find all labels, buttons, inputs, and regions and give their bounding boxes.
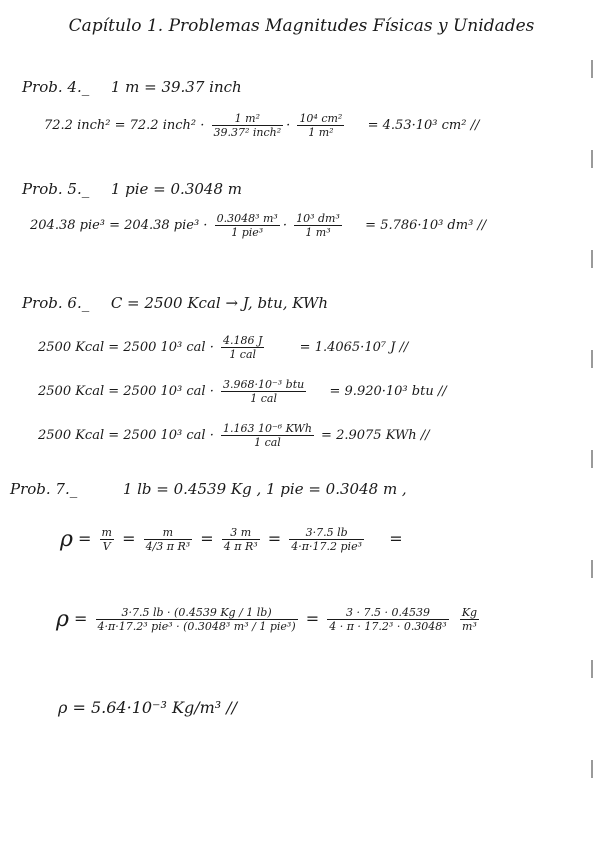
- p7-unit-num: Kg: [461, 606, 478, 619]
- equals-sign: =: [200, 529, 214, 548]
- problem-6-line-2: [38, 378, 447, 405]
- p4-result: = 4.53·10³ cm² //: [367, 118, 480, 133]
- p7-f-den: 4 · π · 17.2³ · 0.3048³: [329, 620, 447, 633]
- p4-f1-den: 39.37² inch²: [213, 126, 282, 139]
- p6-l3-result: = 2.9075 KWh //: [321, 428, 430, 443]
- p6-l2-fraction: [221, 378, 306, 405]
- problem-4-header: [22, 78, 242, 96]
- p4-f2-num: 10⁴ cm²: [299, 112, 343, 125]
- p7-frac-b: [144, 526, 193, 553]
- problem-4-equation: 72.2 inch² = 72.2 inch² · $\frac{\text{1 m²}}{\text{39.37² inch²}}$ · $\frac{\text{10⁴ cm²}}{\text{1 m²}}$ = 4.53·10³ cm² //: [44, 112, 480, 139]
- problem-7-final-result: ρ = 5.64·10⁻³ Kg/m³ //: [58, 698, 238, 717]
- equals-sign: =: [389, 529, 403, 548]
- problem-7-header: [10, 480, 407, 498]
- equals-sign: =: [305, 609, 320, 628]
- problem-6-line-3: [38, 422, 430, 449]
- p7-c-den: 4 π R³: [223, 540, 258, 553]
- p4-fraction-1: [212, 112, 284, 139]
- rho-symbol: ρ: [60, 527, 73, 552]
- p4-f2-den: 1 m²: [308, 126, 334, 139]
- problem-6-label: Prob. 6._: [22, 294, 90, 312]
- p6-l2-den: 1 cal: [250, 392, 277, 405]
- problem-7-label: Prob. 7._: [10, 480, 78, 498]
- p7-b-num: m: [144, 526, 193, 540]
- p5-lhs: 204.38 pie³ = 204.38 pie³ ·: [30, 218, 208, 233]
- page-title: Capítulo 1. Problemas Magnitudes Físicas y Unidades: [68, 16, 535, 36]
- p7-b-den: 4/3 π R³: [145, 540, 191, 553]
- p5-fraction-1: [215, 212, 280, 239]
- p6-l2-num: 3.968·10⁻³ btu: [222, 378, 305, 391]
- problem-6-line-1: [38, 334, 408, 361]
- equals-sign: =: [78, 529, 92, 548]
- p7-unit-fraction: [460, 606, 479, 633]
- problem-7-given: 1 lb = 0.4539 Kg , 1 pie = 0.3048 m ,: [122, 480, 407, 498]
- p6-l1-den: 1 cal: [229, 348, 257, 361]
- p7-d-num: 3·7.5 lb: [289, 526, 364, 540]
- problem-4-label: Prob. 4._: [22, 78, 90, 96]
- p7-e-den: 4·π·17.2³ pie³ · (0.3048³ m³ / 1 pie³): [97, 620, 296, 633]
- p6-l3-fraction: [221, 422, 314, 449]
- problem-5-given: 1 pie = 0.3048 m: [110, 180, 242, 198]
- p7-frac-a: [100, 526, 114, 553]
- p6-l3-num: 1.163 10⁻⁶ KWh: [222, 422, 312, 435]
- p5-f2-num: 10³ dm³: [296, 212, 340, 225]
- problem-6-given: C = 2500 Kcal → J, btu, KWh: [110, 294, 329, 312]
- p7-f-num: 3 · 7.5 · 0.4539: [327, 606, 449, 620]
- p6-l2-result: = 9.920·10³ btu //: [329, 384, 447, 399]
- p6-l1-result: = 1.4065·10⁷ J //: [299, 340, 409, 355]
- equals-sign: =: [122, 529, 136, 548]
- p6-l2-lhs: 2500 Kcal = 2500 10³ cal ·: [38, 384, 214, 399]
- equals-sign: =: [74, 609, 88, 628]
- p7-e-num: 3·7.5 lb · (0.4539 Kg / 1 lb): [96, 606, 298, 620]
- p7-frac-e: [96, 606, 298, 633]
- p5-f1-den: 1 pie³: [231, 226, 264, 239]
- p6-l1-fraction: [221, 334, 264, 361]
- p7-c-num: 3 m: [222, 526, 260, 540]
- p5-fraction-2: [294, 212, 342, 239]
- p7-frac-f: [327, 606, 449, 633]
- problem-5-equation: 204.38 pie³ = 204.38 pie³ · $\frac{\text{0.3048³ m³}}{\text{1 pie³}}$ · $\frac{\text{10³ dm³}}{\text{1 m³}}$ = 5.786·10³ dm³ //: [30, 212, 487, 239]
- problem-6-header: [22, 294, 328, 312]
- problem-7-density-equation: [60, 526, 403, 553]
- problem-5-label: Prob. 5._: [22, 180, 90, 198]
- p4-f1-num: 1 m²: [212, 112, 284, 126]
- p6-l3-den: 1 cal: [254, 436, 281, 449]
- p4-fraction-2: [297, 112, 344, 139]
- p7-d-den: 4·π·17.2 pie³: [291, 540, 362, 553]
- page-edge-marks: [591, 0, 595, 848]
- problem-5-header: [22, 180, 242, 198]
- p6-l1-lhs: 2500 Kcal = 2500 10³ cal ·: [38, 340, 214, 355]
- p5-result: = 5.786·10³ dm³ //: [365, 218, 487, 233]
- rho-symbol: ρ: [56, 607, 69, 632]
- equals-sign: =: [267, 529, 282, 548]
- p6-l1-num: 4.186 J: [222, 334, 263, 347]
- p5-f2-den: 1 m³: [305, 226, 331, 239]
- problem-4-given: 1 m = 39.37 inch: [110, 78, 242, 96]
- p6-l3-lhs: 2500 Kcal = 2500 10³ cal ·: [38, 428, 214, 443]
- p7-a-den: V: [102, 540, 111, 553]
- p7-frac-c: [222, 526, 260, 553]
- p7-frac-d: [289, 526, 364, 553]
- p7-a-num: m: [101, 526, 112, 539]
- problem-7-substitution: [56, 606, 482, 633]
- p4-lhs: 72.2 inch² = 72.2 inch² ·: [44, 118, 205, 133]
- p7-unit-den: m³: [462, 620, 477, 633]
- p5-f1-num: 0.3048³ m³: [216, 212, 278, 225]
